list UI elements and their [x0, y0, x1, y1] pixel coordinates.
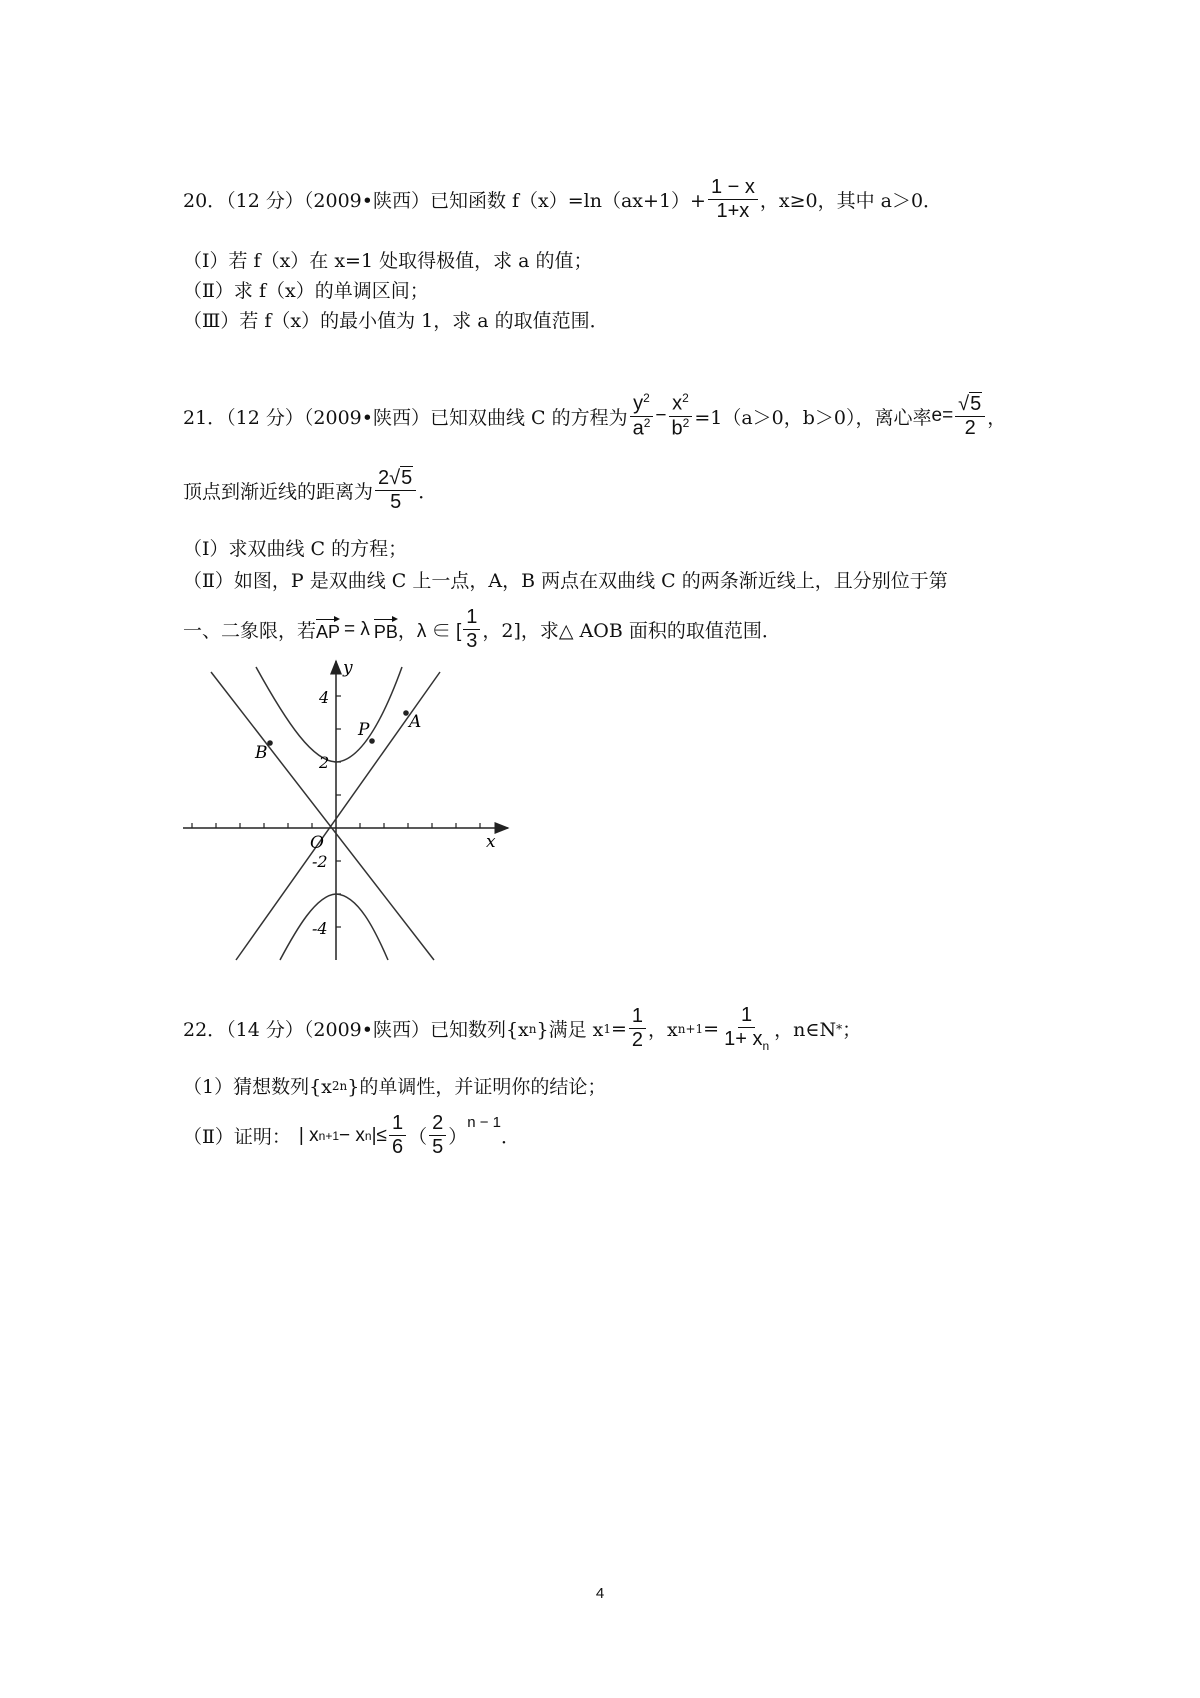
q22-r-num: 1: [389, 1112, 406, 1136]
q22-r-den: 6: [391, 1136, 404, 1158]
hyperbola-upper-branch: [256, 667, 402, 762]
page-number: 4: [595, 1585, 605, 1602]
q22-lead: 22．（14 分）（2009•陕西）已知数列{x: [183, 1019, 529, 1042]
q21-e-rad: 5: [970, 393, 982, 416]
q21-vector-pb: PB: [374, 616, 398, 643]
point-p-label: P: [358, 720, 370, 740]
q21-l-rest: ，2]，求△ AOB 面积的取值范围．: [482, 620, 781, 642]
q22-f1-num: 1: [629, 1005, 646, 1029]
q22-abs-open: | x: [298, 1124, 319, 1146]
point-b-label: B: [255, 743, 268, 763]
q22-sep: ，x: [648, 1019, 678, 1042]
q22-q-den: 5: [432, 1136, 444, 1158]
q22-abs-sub2: n: [364, 1128, 372, 1143]
q20-frac-num: 1 − x: [708, 176, 758, 200]
q22-lead2: }满足 x: [536, 1019, 604, 1042]
q22-abs-minus: − x: [339, 1124, 365, 1146]
q20-fraction: [708, 176, 758, 223]
q21-distance: [375, 466, 416, 514]
point-b-dot: [267, 740, 273, 746]
q22-p1-tail: }的单调性，并证明你的结论；: [347, 1076, 607, 1098]
hyperbola-lower-branch: [280, 894, 388, 960]
q22-xn-eq: =: [703, 1017, 720, 1040]
q20-part2: （Ⅱ）求 f（x）的单调区间；: [183, 280, 429, 302]
q22-p1-sub: 2n: [331, 1078, 348, 1093]
origin-label: O: [310, 833, 324, 853]
point-a-dot: [403, 710, 409, 716]
q21-f1-den-sup: 2: [643, 415, 651, 430]
point-p-dot: [369, 738, 375, 744]
q22-r-frac: [389, 1112, 406, 1159]
q22-f1-den: 2: [631, 1029, 644, 1052]
q22-f2-num: 1: [738, 1004, 755, 1028]
sqrt-icon: √ 5: [958, 393, 982, 416]
q21-f1-num: y: [633, 392, 644, 415]
x-axis-label: x: [486, 832, 496, 852]
q21-lambda-frac: [463, 606, 480, 653]
q22-paren-close: ）: [448, 1126, 468, 1148]
q22-q-frac: [429, 1112, 446, 1159]
q21-part3: [183, 606, 781, 653]
q21-eccentricity: [955, 392, 985, 440]
q21-lead: 21．（12 分）（2009•陕西）已知双曲线 C 的方程为: [183, 406, 628, 429]
q21-e-label: e=: [931, 405, 954, 427]
q21-f1-den: a: [632, 417, 644, 440]
q21-mid: =1（a＞0，b＞0），离心率: [694, 406, 932, 429]
q22-recurrence-frac: [721, 1004, 772, 1054]
q21-f2-den-sup: 2: [682, 415, 690, 430]
q22-paren-open: （: [408, 1126, 428, 1148]
q21-minus: −: [655, 405, 667, 427]
q21-stem: [183, 392, 1006, 440]
q21-fraction-y: [630, 392, 654, 440]
q21-line2-lead: 顶点到渐近线的距离为: [183, 480, 374, 503]
q22-tail-end: ；: [842, 1019, 862, 1042]
q20-tail: ，x≥0，其中 a＞0．: [759, 190, 943, 212]
q21-e-den: 2: [964, 417, 976, 440]
q21-part1: （Ⅰ）求双曲线 C 的方程；: [183, 538, 408, 560]
q21-f1-num-sup: 2: [643, 391, 650, 405]
q22-tail: ，n∈N: [774, 1019, 837, 1042]
q20-stem: [183, 176, 942, 223]
q21-f2-num: x: [672, 392, 683, 415]
q21-comma: ，: [987, 406, 1007, 429]
tick-label-m4: -4: [312, 919, 328, 938]
q22-f2-den: 1+ x: [724, 1028, 763, 1050]
q21-f2-num-sup: 2: [682, 391, 689, 405]
q21-d-den: 5: [390, 491, 402, 513]
q21-d-rad: 5: [401, 467, 413, 489]
q21-d-coef: 2: [378, 467, 390, 489]
y-axis-label: y: [343, 658, 353, 678]
q21-line2-tail: ．: [418, 480, 438, 503]
q22-part2: [183, 1112, 520, 1159]
q22-x1-sub: 1: [603, 1021, 611, 1036]
q20-part1: （Ⅰ）若 f（x）在 x=1 处取得极值，求 a 的值；: [183, 250, 593, 272]
q22-tail-sup: *: [836, 1021, 843, 1036]
q21-l-den: 3: [466, 630, 478, 652]
hyperbola-figure: [178, 655, 518, 965]
q22-x1-frac: [629, 1005, 646, 1052]
q22-p2-lead: （Ⅱ）证明：: [183, 1126, 291, 1148]
q22-exp: n − 1: [467, 1114, 501, 1131]
q22-part1: [183, 1072, 606, 1099]
q20-frac-den: 1+x: [716, 200, 750, 222]
q22-lead-sub: n: [528, 1021, 537, 1036]
q22-abs-sub1: n+1: [318, 1128, 339, 1143]
q21-f2-den: b: [671, 417, 683, 440]
q22-end: ．: [501, 1126, 521, 1148]
q22-abs-close: |≤: [371, 1124, 387, 1146]
asymptote-negative: [211, 672, 434, 960]
q21-lambda-in: ，λ ∈ [: [397, 621, 462, 642]
tick-label-4: 4: [319, 688, 330, 707]
q21-line2: [183, 466, 437, 514]
q20-part3: （Ⅲ）若 f（x）的最小值为 1，求 a 的取值范围．: [183, 310, 609, 332]
q21-l-num: 1: [463, 606, 480, 630]
q22-stem: [183, 1004, 861, 1054]
q22-xn-sub: n+1: [677, 1021, 704, 1036]
sqrt-icon: √ 5: [389, 467, 413, 489]
point-a-label: A: [409, 712, 422, 732]
tick-label-2: 2: [319, 753, 330, 772]
q22-p1-lead: （1）猜想数列{x: [183, 1076, 332, 1098]
q21-p3-lead: 一、二象限，若: [183, 620, 317, 642]
q21-eq-lambda: = λ: [344, 618, 370, 640]
q22-x1-eq: =: [610, 1017, 627, 1040]
tick-label-m2: -2: [312, 852, 328, 871]
q21-part2: （Ⅱ）如图，P 是双曲线 C 上一点，A，B 两点在双曲线 C 的两条渐近线上，且分别位于第: [183, 570, 948, 592]
q22-q-num: 2: [429, 1112, 446, 1136]
q21-fraction-x: [669, 392, 693, 440]
q21-vector-ap: AP: [316, 616, 340, 643]
q20-lead: 20．（12 分）（2009•陕西）已知函数 f（x）=ln（ax+1）+: [183, 190, 706, 212]
q22-f2-den-sub: n: [762, 1039, 770, 1053]
